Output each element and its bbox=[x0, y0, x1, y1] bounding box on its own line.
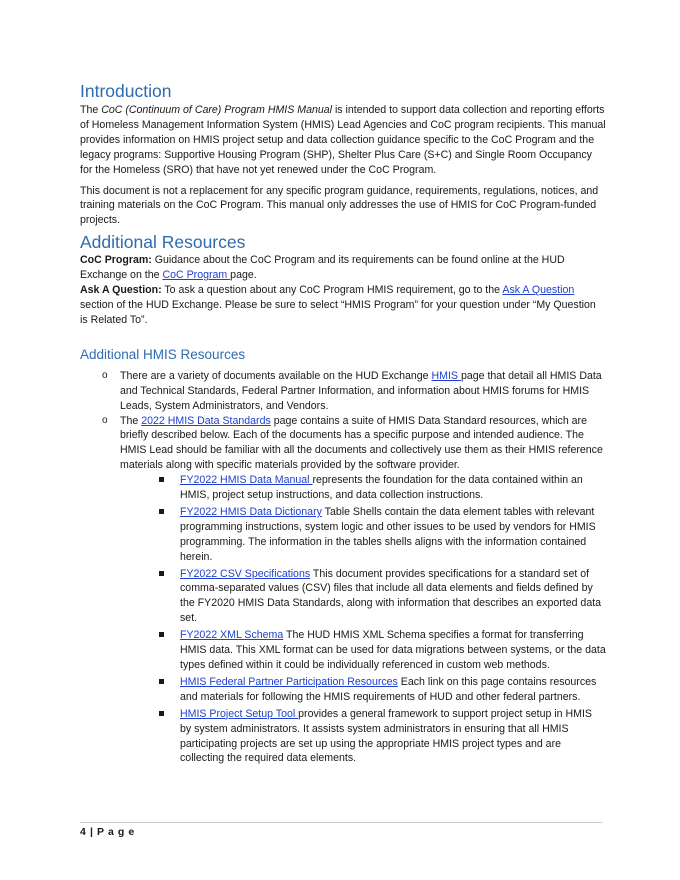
document-page bbox=[80, 80, 606, 766]
list-item: HMIS Project Setup Tool provides a general framework to support project setup in HMIS by system administrators. It assists system administrators in ensuring that all HMIS participating projects are set up using the appropriate HMIS project types and are collecting the required data elements. bbox=[80, 707, 606, 767]
ask-a-question-link[interactable]: Ask A Question bbox=[502, 284, 575, 297]
data-dictionary-link[interactable]: FY2022 HMIS Data Dictionary bbox=[180, 505, 322, 518]
additional-resources-heading: Additional Resources bbox=[80, 232, 246, 253]
square-bullet-icon bbox=[159, 632, 164, 637]
project-setup-tool-link[interactable]: HMIS Project Setup Tool bbox=[180, 707, 299, 720]
list-item: FY2022 HMIS Data Manual represents the foundation for the data contained within an HMIS, project setup instructions, and data collection instructions. bbox=[80, 473, 606, 503]
ask-question-paragraph: Ask A Question: To ask a question about any CoC Program HMIS requirement, go to the Ask A Question section of the HUD Exchange. Please be sure to select “HMIS Program” for your question under “My Question is Related To”. bbox=[80, 284, 596, 326]
list-item: FY2022 HMIS Data Dictionary Table Shells contain the data element tables with relevant programming instructions, system logic and other issues to be used by vendors for HMIS programming. The information in the tables shells aligns with the information contained herein. bbox=[80, 505, 606, 565]
csv-specifications-link[interactable]: FY2022 CSV Specifications bbox=[180, 567, 311, 580]
square-bullet-icon bbox=[159, 509, 164, 514]
page-number: 4 | P a g e bbox=[80, 826, 135, 838]
xml-schema-link[interactable]: FY2022 XML Schema bbox=[180, 629, 284, 642]
data-standards-sublist bbox=[80, 473, 606, 766]
federal-partner-link[interactable]: HMIS Federal Partner Participation Resources bbox=[180, 675, 398, 688]
square-bullet-icon bbox=[159, 477, 164, 482]
data-manual-link[interactable]: FY2022 HMIS Data Manual bbox=[180, 474, 313, 487]
list-item: o There are a variety of documents available on the HUD Exchange HMIS page that detail all HMIS Data and Technical Standards, Federal Partner Information, and information about HMIS forums for HMIS Leads, System Administrators, and Vendors. bbox=[102, 369, 602, 412]
circle-bullet-icon: o bbox=[102, 414, 108, 426]
introduction-heading: Introduction bbox=[80, 81, 172, 101]
additional-hmis-resources-heading: Additional HMIS Resources bbox=[80, 346, 246, 362]
hmis-resources-list bbox=[80, 369, 606, 473]
hmis-page-link[interactable]: HMIS bbox=[431, 369, 461, 382]
circle-bullet-icon: o bbox=[102, 369, 108, 381]
coc-program-paragraph: CoC Program: Guidance about the CoC Program and its requirements can be found online at the HUD Exchange on the CoC Program page. bbox=[80, 254, 565, 282]
footer-divider bbox=[80, 822, 602, 823]
data-standards-link[interactable]: 2022 HMIS Data Standards bbox=[141, 414, 271, 427]
manual-title: CoC (Continuum of Care) Program HMIS Manual bbox=[101, 104, 332, 116]
list-item: FY2022 XML Schema The HUD HMIS XML Schema specifies a format for transferring HMIS data. This XML format can be used for data migrations between systems, or the data types defined within it could be individually referenced in custom web methods. bbox=[80, 628, 606, 673]
coc-program-link[interactable]: CoC Program bbox=[162, 269, 231, 282]
introduction-paragraph-2: This document is not a replacement for any specific program guidance, requirements, regulations, notices, and training materials on the CoC Program. This manual only addresses the use of HMIS for CoC Program-funded projects. bbox=[80, 184, 599, 227]
list-item: o The 2022 HMIS Data Standards page contains a suite of HMIS Data Standard resources, which are briefly described below. Each of the documents has a specific purpose and intended audience. The HMIS Lead should be familiar with all the documents and collectively use them as their HMIS reference materials along with specific materials provided by the software provider. bbox=[102, 414, 603, 472]
square-bullet-icon bbox=[159, 679, 164, 684]
list-item: HMIS Federal Partner Participation Resources Each link on this page contains resources and materials for following the HMIS requirements of HUD and other federal partners. bbox=[80, 675, 606, 705]
square-bullet-icon bbox=[159, 571, 164, 576]
introduction-paragraph-1: The CoC (Continuum of Care) Program HMIS Manual is intended to support data collection and reporting efforts of Homeless Management Information System (HMIS) Lead Agencies and CoC program recipients. This manual provides information on HMIS project setup and data collection guidance specific to the CoC Program and the legacy programs: Supportive Housing Program (SHP), Shelter Plus Care (S+C) and Single Room Occupancy for the Homeless (SRO) that have not yet renewed under the CoC Program. bbox=[80, 104, 606, 176]
list-item: FY2022 CSV Specifications This document provides specifications for a standard set of comma-separated values (CSV) files that include all data elements and fields defined by the FY2020 HMIS Data Standards, along with information that describes an exported data set. bbox=[80, 567, 606, 627]
square-bullet-icon bbox=[159, 711, 164, 716]
